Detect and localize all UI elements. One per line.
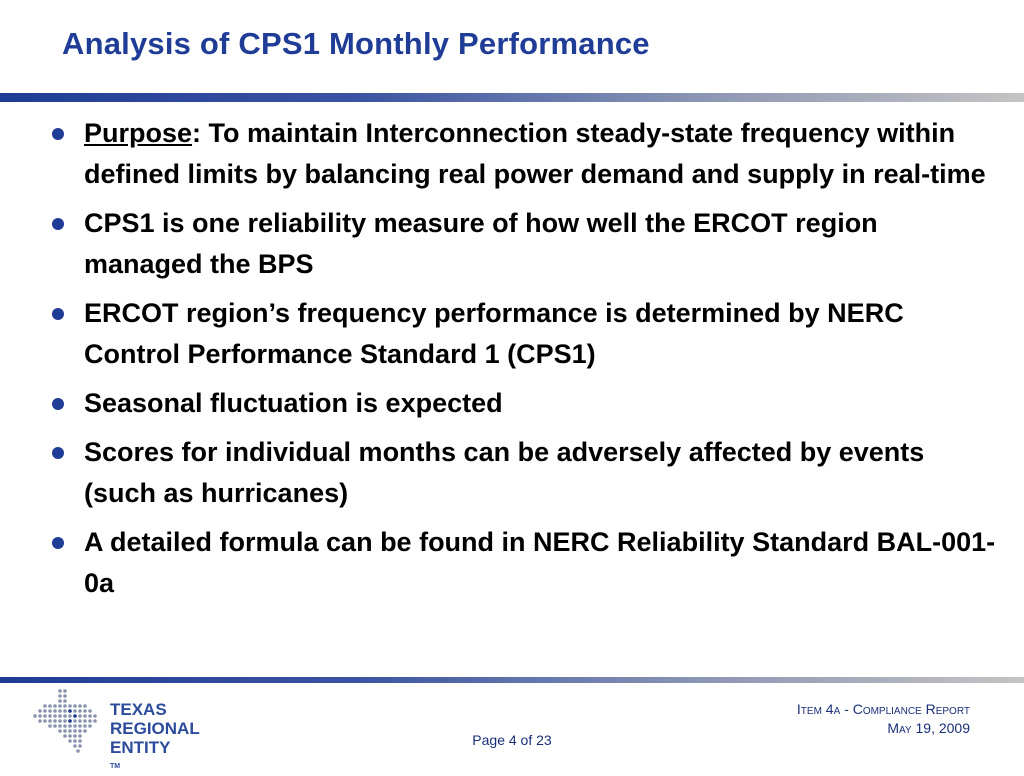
purpose-text: : To maintain Interconnection steady-state frequency within defined limits by balancing real power demand and supply in real-time: [84, 118, 986, 189]
slide-title: Analysis of CPS1 Monthly Performance: [62, 26, 650, 61]
bullet-list: [46, 113, 996, 612]
bullet-dot-icon: [52, 447, 64, 459]
bullet-item: [46, 432, 996, 514]
bullet-item: [46, 293, 996, 375]
footer-date: May 19, 2009: [887, 720, 970, 736]
bullet-text: CPS1 is one reliability measure of how well the ERCOT region managed the BPS: [84, 208, 878, 279]
logo-line-1: TEXAS: [110, 700, 167, 719]
logo-line-2: REGIONAL: [110, 719, 200, 738]
bullet-dot-icon: [52, 308, 64, 320]
bullet-item: [46, 522, 996, 604]
bullet-dot-icon: [52, 218, 64, 230]
bullet-item: [46, 383, 996, 424]
bullet-text: Seasonal fluctuation is expected: [84, 388, 503, 418]
logo-tm: TM: [110, 763, 121, 770]
bullet-text: ERCOT region’s frequency performance is determined by NERC Control Performance Standard 1 (CPS1): [84, 298, 904, 369]
footer-item-label: Item 4a - Compliance Report: [796, 701, 970, 717]
logo-line-3: ENTITY: [110, 738, 171, 757]
title-divider: [0, 93, 1024, 102]
bullet-item: [46, 203, 996, 285]
bullet-dot-icon: [52, 398, 64, 410]
bullet-text: A detailed formula can be found in NERC Reliability Standard BAL-001-0a: [84, 527, 996, 598]
bullet-item: [46, 113, 996, 195]
footer-divider: [0, 677, 1024, 683]
bullet-dot-icon: [52, 537, 64, 549]
page-number: Page 4 of 23: [472, 732, 552, 748]
purpose-label: Purpose: [84, 118, 193, 148]
bullet-dot-icon: [52, 128, 64, 140]
bullet-text: Scores for individual months can be adversely affected by events (such as hurricanes): [84, 437, 925, 508]
